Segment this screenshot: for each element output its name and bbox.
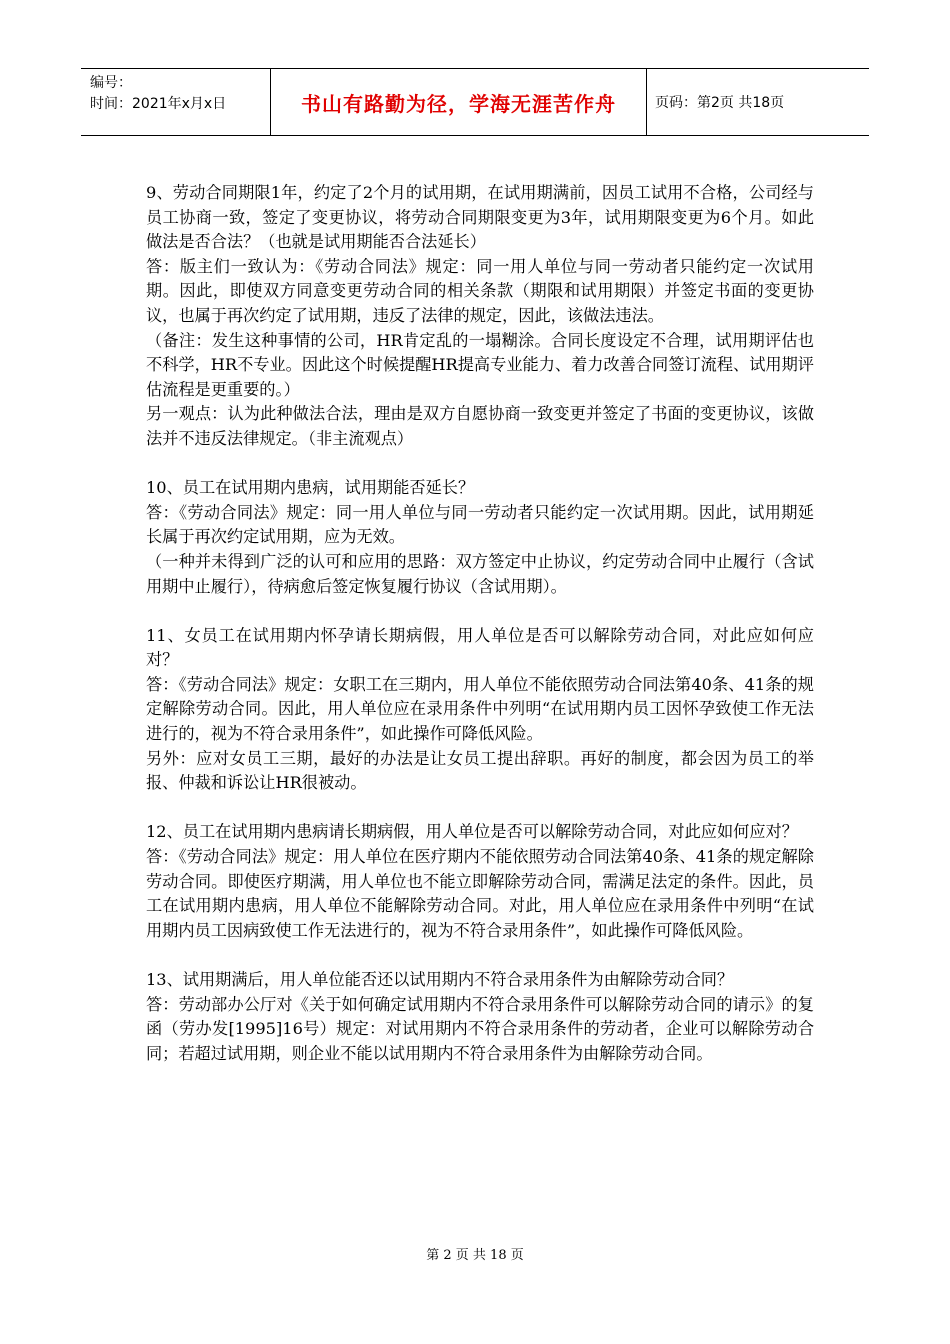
paragraph: 9、劳动合同期限1年，约定了2个月的试用期，在试用期满前，因员工试用不合格，公司经与员工协商一致，签定了变更协议，将劳动合同期限变更为3年，试用期限变更为6个月。如此做法是否合法？（也就是试用期能否合法延长） (146, 183, 814, 252)
document-body (146, 181, 814, 1066)
paragraph: 答：《劳动合同法》规定：女职工在三期内，用人单位不能依照劳动合同法第40条、41条的规定解除劳动合同。因此，用人单位应在录用条件中列明“在试用期内员工因怀孕致使工作无法进行的，视为不符合录用条件”，如此操作可降低风险。 (146, 674, 814, 744)
paragraph: 11、女员工在试用期内怀孕请长期病假，用人单位是否可以解除劳动合同，对此应如何应对？ (146, 625, 814, 670)
header-page-info: 页码：第2页 共18页 (655, 95, 785, 111)
header-motto: 书山有路勤为径，学海无涯苦作舟 (271, 69, 647, 135)
paragraph: （一种并未得到广泛的认可和应用的思路：双方签定中止协议，约定劳动合同中止履行（含试用期中止履行），待病愈后签定恢复履行协议（含试用期）。 (146, 551, 814, 596)
paragraph: 答：劳动部办公厅对《关于如何确定试用期内不符合录用条件可以解除劳动合同的请示》的复函（劳办发[1995]16号）规定：对试用期内不符合录用条件的劳动者，企业可以解除劳动合同；若超过试用期，则企业不能以试用期内不符合录用条件为由解除劳动合同。 (146, 994, 814, 1063)
section-gap (146, 452, 814, 477)
paragraph: 13、试用期满后，用人单位能否还以试用期内不符合录用条件为由解除劳动合同？ (146, 970, 734, 989)
paragraph: 答：《劳动合同法》规定：同一用人单位与同一劳动者只能约定一次试用期。因此，试用期延长属于再次约定试用期，应为无效。 (146, 502, 814, 547)
paragraph: 另外：应对女员工三期，最好的办法是让女员工提出辞职。再好的制度，都会因为员工的举报、仲裁和诉讼让HR很被动。 (146, 748, 814, 793)
paragraph: 另一观点：认为此种做法合法，理由是双方自愿协商一致变更并签定了书面的变更协议，该做法并不违反法律规定。（非主流观点） (146, 404, 814, 448)
section-gap (146, 796, 814, 821)
paragraph: （备注：发生这种事情的公司，HR肯定乱的一塌糊涂。合同长度设定不合理，试用期评估也不科学，HR不专业。因此这个时候提醒HR提高专业能力、着力改善合同签订流程、试用期评估流程是更重要的。） (146, 330, 814, 399)
paragraph: 12、员工在试用期内患病请长期病假，用人单位是否可以解除劳动合同，对此应如何应对？ (146, 822, 798, 842)
page-header (81, 68, 869, 136)
paragraph: 10、员工在试用期内患病，试用期能否延长？ (146, 478, 475, 498)
header-meta (81, 69, 271, 135)
section-gap (146, 943, 814, 968)
section-gap (146, 599, 814, 624)
paragraph: 答：《劳动合同法》规定：用人单位在医疗期内不能依照劳动合同法第40条、41条的规定解除劳动合同。即使医疗期满，用人单位也不能立即解除劳动合同，需满足法定的条件。因此，员工在试用期内患病，用人单位不能解除劳动合同。对此，用人单位应在录用条件中列明“在试用期内员工因病致使工作无法进行的，视为不符合录用条件”，如此操作可降低风险。 (146, 847, 814, 940)
page-footer: 第 2 页 共 18 页 (426, 1248, 524, 1263)
paragraph: 答：版主们一致认为：《劳动合同法》规定：同一用人单位与同一劳动者只能约定一次试用期。因此，即使双方同意变更劳动合同的相关条款（期限和试用期限）并签定书面的变更协议，也属于再次约定了试用期，违反了法律的规定，因此，该做法违法。 (146, 256, 814, 325)
document-number-label: 编号： (90, 75, 132, 91)
document-date: 时间：2021年x月x日 (90, 96, 227, 112)
